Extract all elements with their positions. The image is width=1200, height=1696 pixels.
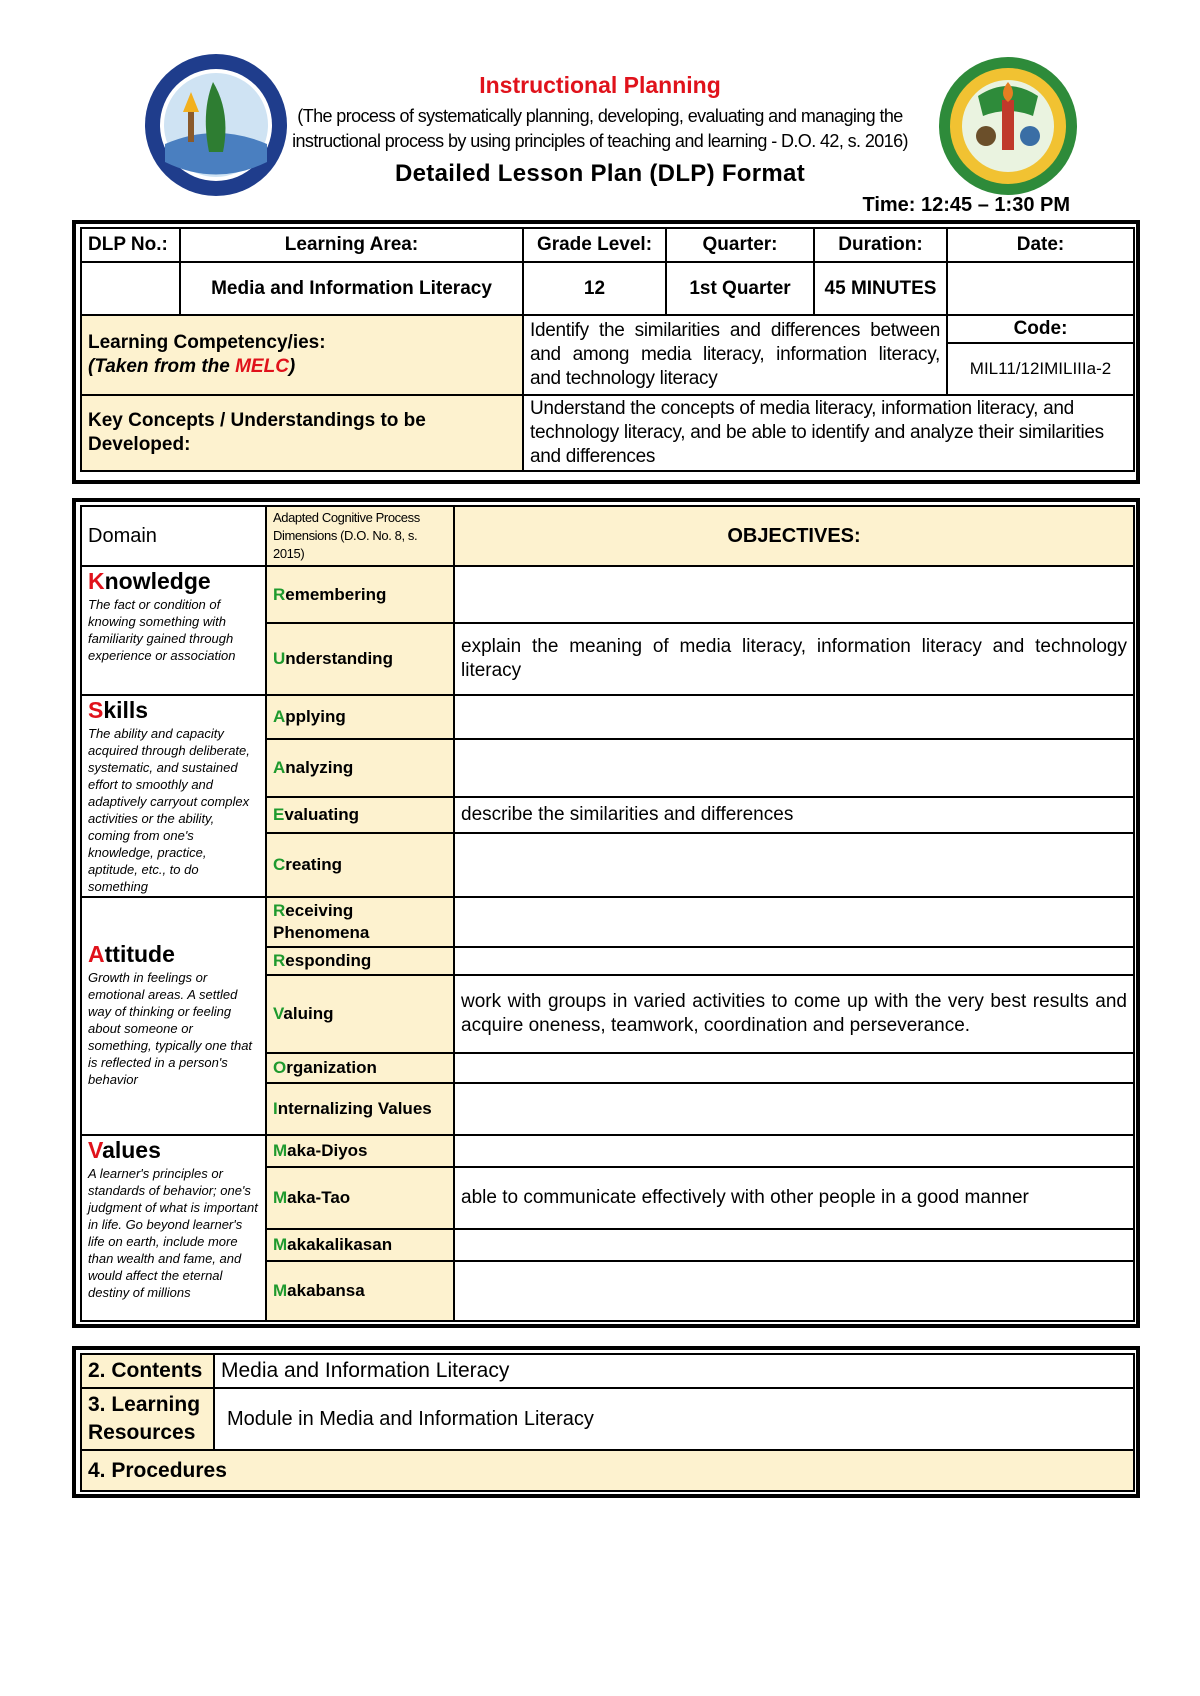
skills-initial: S	[88, 697, 104, 723]
skills-title: kills	[103, 697, 149, 723]
skills-domain	[81, 695, 266, 897]
internalizing-objective	[454, 1083, 1134, 1135]
valuing-label: aluing	[283, 1004, 334, 1023]
makakalikasan-process	[266, 1229, 454, 1261]
responding-objective	[454, 947, 1134, 975]
melc-text: MELC	[235, 356, 289, 377]
subtitle-line-1: (The process of systematically planning, developing, evaluating and managing the	[297, 106, 903, 126]
remembering-label: emembering	[285, 584, 387, 604]
applying-label: pplying	[285, 707, 346, 726]
code-value: MIL11/12IMILIIIa-2	[947, 343, 1134, 395]
maka-tao-objective: able to communicate effectively with other people in a good manner	[454, 1167, 1134, 1229]
objectives-frame	[72, 498, 1140, 1328]
evaluating-objective: describe the similarities and differences	[454, 797, 1134, 833]
dlp-format-title: Detailed Lesson Plan (DLP) Format	[395, 160, 805, 187]
grade-level-value: 12	[523, 262, 666, 315]
domain-header: Domain	[81, 506, 266, 566]
sections-frame	[72, 1346, 1140, 1498]
contents-label: 2. Contents	[81, 1354, 214, 1388]
organization-process	[266, 1053, 454, 1083]
analyzing-label: nalyzing	[285, 758, 354, 777]
code-label: Code:	[947, 315, 1134, 343]
evaluating-initial: E	[273, 805, 285, 824]
objectives-table	[80, 505, 1135, 1322]
valuing-initial: V	[273, 1004, 284, 1023]
values-domain	[81, 1135, 266, 1321]
internalizing-process	[266, 1083, 454, 1135]
date-label: Date:	[947, 228, 1134, 262]
sections-table	[80, 1353, 1135, 1492]
remembering-objective	[454, 566, 1134, 623]
key-concepts-value: Understand the concepts of media literacy, information literacy, and technology literacy, and be able to identify and analyze their similarities and differences	[523, 395, 1134, 471]
makabansa-label: akabansa	[287, 1281, 365, 1300]
evaluating-label: valuating	[284, 805, 359, 824]
maka-diyos-process	[266, 1135, 454, 1167]
learning-resources-value: Module in Media and Information Literacy	[214, 1388, 1134, 1450]
lesson-info-frame	[72, 220, 1140, 484]
remembering-process	[266, 566, 454, 623]
dlp-no-label: DLP No.:	[81, 228, 180, 262]
objectives-header: OBJECTIVES:	[454, 506, 1134, 566]
learning-competency-note	[88, 355, 516, 379]
values-title: alues	[102, 1137, 161, 1163]
maka-tao-process	[266, 1167, 454, 1229]
evaluating-process	[266, 797, 454, 833]
maka-diyos-initial: M	[273, 1141, 288, 1160]
note-suffix: )	[288, 356, 296, 377]
internalizing-initial: I	[273, 1099, 278, 1118]
learning-competency-label-cell	[81, 315, 523, 395]
procedures-label: 4. Procedures	[81, 1450, 1134, 1491]
subtitle-line-2: instructional process by using principles of teaching and learning - D.O. 42, s. 2016)	[292, 131, 908, 151]
maka-diyos-objective	[454, 1135, 1134, 1167]
knowledge-title: nowledge	[104, 568, 211, 594]
applying-initial: A	[273, 707, 286, 726]
process-dimensions-header: Adapted Cognitive Process Dimensions (D.O. No. 8, s. 2015)	[266, 506, 454, 566]
receiving-objective	[454, 897, 1134, 947]
learning-resources-label: 3. Learning Resources	[81, 1388, 214, 1450]
analyzing-objective	[454, 739, 1134, 797]
note-prefix: (Taken from the	[88, 356, 236, 377]
knowledge-description: The fact or condition of knowing something with familiarity gained through experience or association	[88, 597, 236, 663]
makabansa-objective	[454, 1261, 1134, 1321]
date-value	[947, 262, 1134, 315]
lesson-info-table	[80, 227, 1135, 472]
maka-tao-initial: M	[273, 1188, 288, 1207]
remembering-initial: R	[273, 584, 286, 604]
values-initial: V	[88, 1137, 103, 1163]
responding-label: esponding	[285, 951, 372, 970]
learning-area-value: Media and Information Literacy	[180, 262, 523, 315]
creating-initial: C	[273, 855, 286, 874]
maka-tao-label: aka-Tao	[287, 1188, 351, 1207]
knowledge-domain	[81, 566, 266, 695]
instructional-planning-subtitle	[280, 104, 920, 154]
grade-level-label: Grade Level:	[523, 228, 666, 262]
understanding-label: nderstanding	[285, 649, 393, 668]
duration-label: Duration:	[814, 228, 947, 262]
makabansa-initial: M	[273, 1281, 288, 1300]
understanding-initial: U	[273, 649, 286, 668]
analyzing-process	[266, 739, 454, 797]
makakalikasan-objective	[454, 1229, 1134, 1261]
organization-objective	[454, 1053, 1134, 1083]
knowledge-initial: K	[88, 568, 105, 594]
valuing-objective: work with groups in varied activities to come up with the very best results and acquire oneness, teamwork, coordination and perseverance.	[454, 975, 1134, 1053]
receiving-initial: R	[273, 901, 286, 920]
attitude-description: Growth in feelings or emotional areas. A settled way of thinking or feeling about someone or something, typically one that is reflected in a person's behavior	[88, 970, 253, 1087]
dlp-no-value	[81, 262, 180, 315]
internalizing-label: nternalizing Values	[277, 1099, 432, 1118]
analyzing-initial: A	[273, 758, 286, 777]
understanding-process	[266, 623, 454, 695]
organization-label: rganization	[286, 1058, 377, 1077]
attitude-domain	[81, 897, 266, 1135]
key-concepts-label: Key Concepts / Understandings to be Developed:	[81, 395, 523, 471]
skills-description: The ability and capacity acquired through deliberate, systematic, and sustained effort to smoothly and adaptively carryout complex activities or the ability, coming from one's knowledge, practice, aptitude, etc., to do something	[88, 726, 250, 894]
makakalikasan-initial: M	[273, 1235, 288, 1254]
creating-process	[266, 833, 454, 897]
responding-process	[266, 947, 454, 975]
attitude-initial: A	[88, 941, 105, 967]
creating-label: reating	[285, 855, 342, 874]
makakalikasan-label: akakalikasan	[287, 1235, 393, 1254]
lesson-time: Time: 12:45 – 1:30 PM	[862, 194, 1070, 216]
applying-objective	[454, 695, 1134, 739]
makabansa-process	[266, 1261, 454, 1321]
valuing-process	[266, 975, 454, 1053]
learning-competency-value: Identify the similarities and differences between and among media literacy, information literacy, and technology literacy	[523, 315, 947, 395]
quarter-value: 1st Quarter	[666, 262, 814, 315]
receiving-process	[266, 897, 454, 947]
duration-value: 45 MINUTES	[814, 262, 947, 315]
maka-diyos-label: aka-Diyos	[287, 1141, 368, 1160]
creating-objective	[454, 833, 1134, 897]
receiving-label: eceiving Phenomena	[273, 901, 370, 942]
organization-initial: O	[273, 1058, 287, 1077]
learning-competency-label: Learning Competency/ies:	[88, 332, 326, 353]
understanding-objective: explain the meaning of media literacy, information literacy and technology literacy	[454, 623, 1134, 695]
instructional-planning-title: Instructional Planning	[479, 72, 721, 98]
responding-initial: R	[273, 951, 286, 970]
learning-area-label: Learning Area:	[180, 228, 523, 262]
contents-value: Media and Information Literacy	[214, 1354, 1134, 1388]
quarter-label: Quarter:	[666, 228, 814, 262]
attitude-title: ttitude	[104, 941, 175, 967]
values-description: A learner's principles or standards of behavior; one's judgment of what is important in life. Go beyond learner's life on earth, include more than wealth and fame, and would affect the eternal destiny of millions	[88, 1166, 258, 1300]
applying-process	[266, 695, 454, 739]
